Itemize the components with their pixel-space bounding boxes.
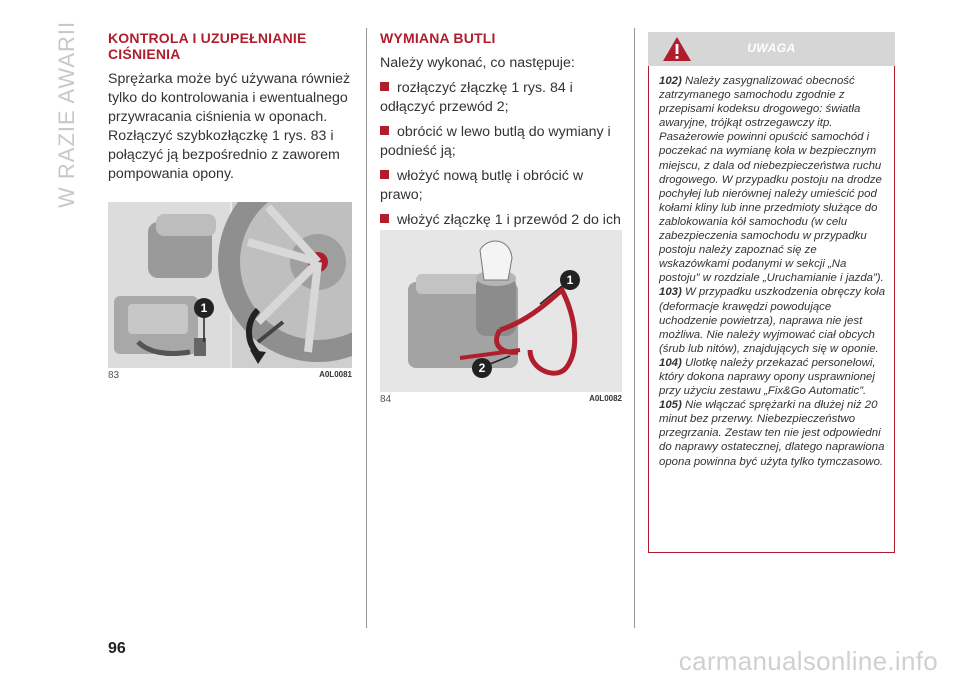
- section-intro-cylinder: Należy wykonać, co następuje:: [380, 55, 575, 71]
- warning-note: 105) Nie włączać sprężarki na dłużej niż 20 minut bez przerwy. Niebezpieczeństwo przegrzania. Zestaw ten nie jest odpowiedni do naprawy ostatecznej, dlatego naprawiona opona powinna być użyta tylko tymczasowo.: [659, 399, 885, 468]
- figure-84: [380, 230, 622, 405]
- warning-note: 104) Ulotkę należy przekazać personelowi, który dokona naprawy opony usprawnionej przy użyciu zestawu „Fix&Go Automatic”.: [659, 356, 876, 398]
- section-text-pressure: Sprężarka może być używana również tylko do kontrolowania i ewentualnego przywracania ciśnienia w oponach. Rozłączyć szybkozłączkę 1 rys. 83 i połączyć ją bezpośrednio z zaworem pompowania opony.: [108, 71, 351, 182]
- figure-84-number: 84: [380, 394, 392, 405]
- chapter-side-title: W RAZIE AWARII: [54, 20, 79, 208]
- warning-note: 102) Należy zasygnalizować obecność zatrzymanego samochodu zgodnie z przepisami kodeksu drogowego: światła awaryjne, trójkąt ostrzegawczy itp. Pasażerowie powinni opuścić samochód i poczekać na wymianę koła w bezpiecznym miejscu, z dala od niebezpieczeństwa ruchu drogowego. W przypadku postoju na drodze pochyłej lub nierównej należy umieścić pod kołami kliny lub inne przedmioty służące do zablokowania kół samochodu (w celu zabezpieczenia samochodu w przypadku postoju należy zapoznać się ze wskazówkami podanymi w sekcji „Na postoju” w rozdziale „Uruchamianie i jazda”).: [659, 75, 884, 285]
- section-heading-cylinder: WYMIANA BUTLI: [380, 30, 496, 46]
- step-item: włożyć nową butlę i obrócić w prawo;: [380, 168, 584, 203]
- figure-84-callout-1: 1: [566, 273, 574, 287]
- warning-note: 103) W przypadku uszkodzenia obręczy koła (deformacje krawędzi powodujące uchodzenie powietrza), naprawa nie jest możliwa. Nie należy wyjmować ciał obcych (śrub lub nitów), znajdujących się w oponie.: [659, 286, 886, 355]
- step-item: włożyć złączkę 1 i przewód 2 do ich: [380, 211, 622, 249]
- cylinder-steps-list: [380, 79, 622, 249]
- warning-body: [648, 66, 895, 553]
- compressor-tyre-illustration: [108, 202, 352, 368]
- figure-84-callout-2: 2: [478, 361, 486, 375]
- figure-83-number: 83: [108, 370, 120, 381]
- section-heading-pressure: KONTROLA I UZUPEŁNIANIE CIŚNIENIA: [108, 30, 307, 62]
- site-watermark: carmanualsonline.info: [678, 646, 938, 676]
- figure-83: [108, 202, 352, 381]
- page-number: 96: [108, 640, 126, 657]
- checkbox-bullet-icon: [380, 126, 389, 135]
- warning-header: [648, 32, 895, 66]
- column-divider: [634, 28, 635, 628]
- column-pressure-check: [108, 30, 352, 184]
- figure-83-code: A0L0081: [319, 370, 352, 379]
- warning-panel: [648, 32, 895, 553]
- figure-84-code: A0L0082: [589, 394, 622, 403]
- warning-title: UWAGA: [747, 41, 796, 55]
- checkbox-bullet-icon: [380, 214, 389, 223]
- step-item: rozłączyć złączkę 1 rys. 84 i odłączyć przewód 2;: [380, 80, 573, 115]
- column-divider: [366, 28, 367, 628]
- step-item: obrócić w lewo butlą do wymiany i podnieść ją;: [380, 124, 611, 159]
- figure-83-callout-1: 1: [200, 301, 208, 315]
- cylinder-kit-illustration: [380, 230, 622, 392]
- checkbox-bullet-icon: [380, 170, 389, 179]
- column-cylinder-replacement: [380, 30, 622, 255]
- checkbox-bullet-icon: [380, 82, 389, 91]
